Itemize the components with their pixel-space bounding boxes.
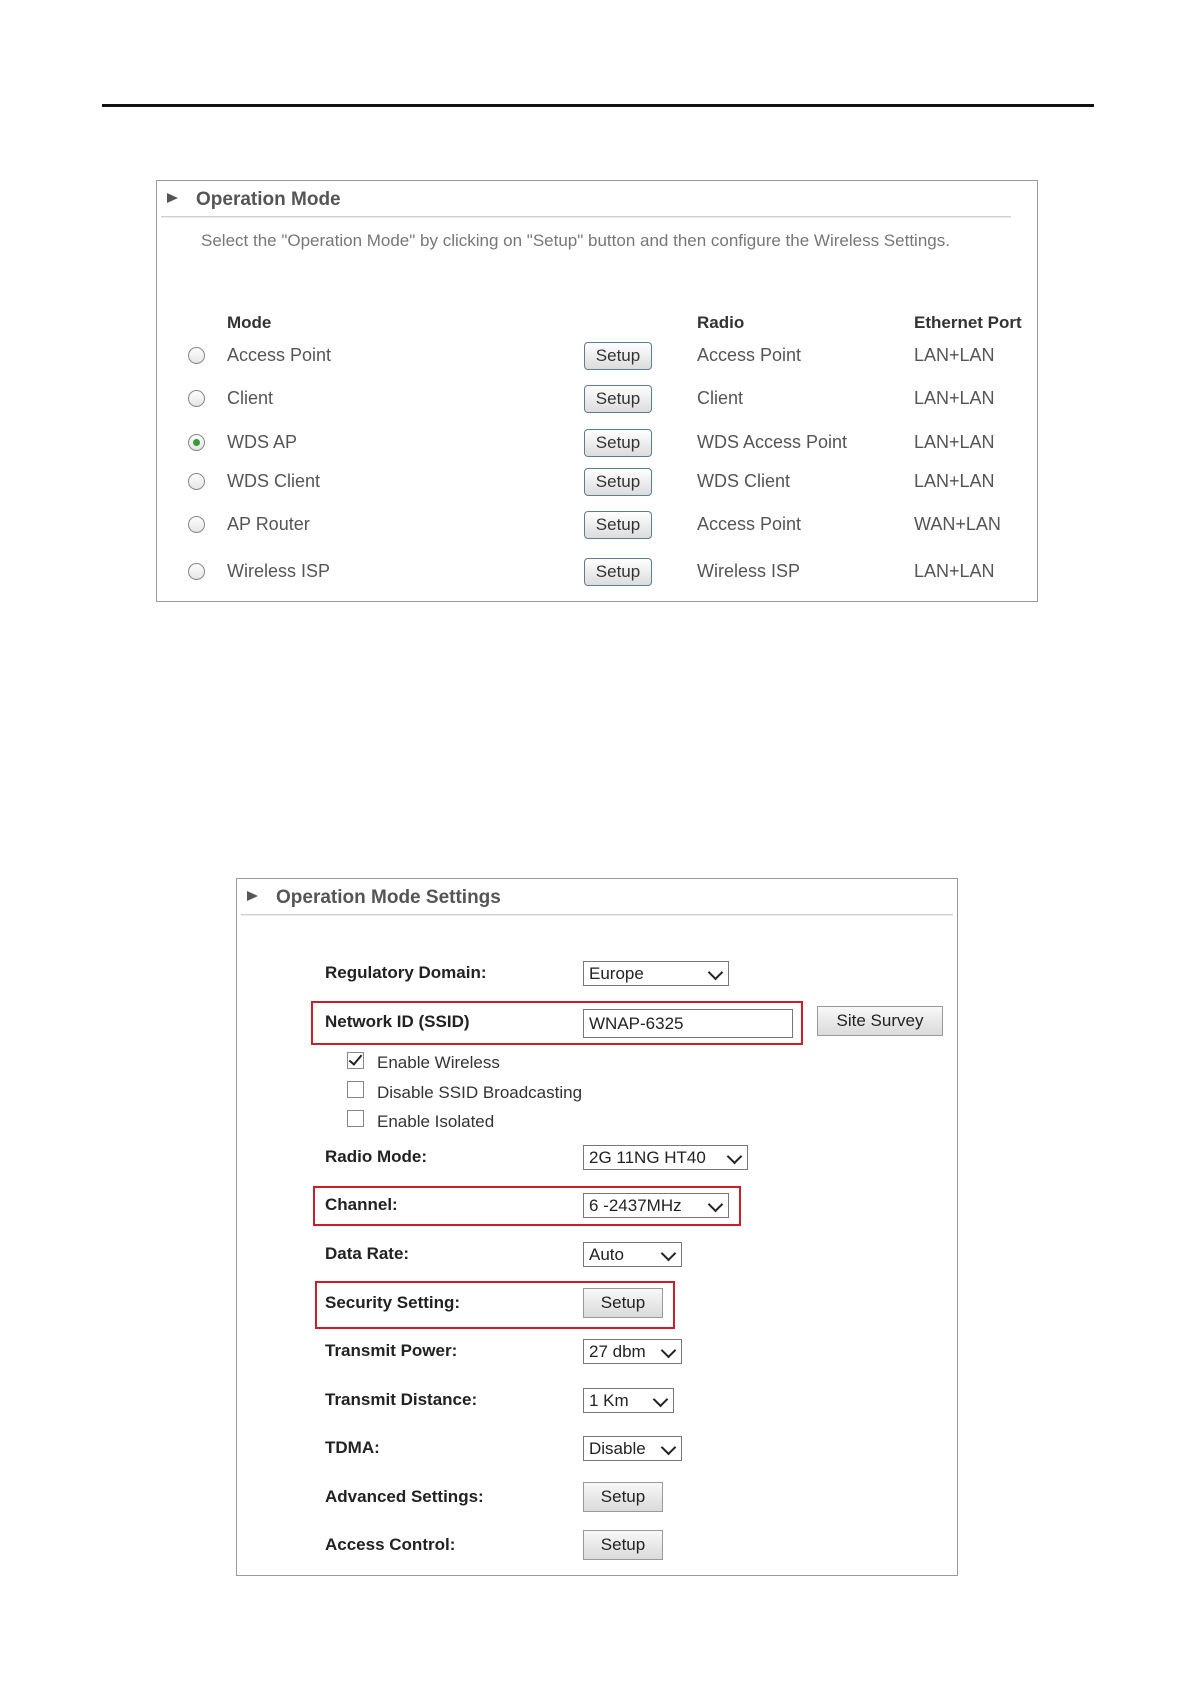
mode-radio-type: Access Point <box>697 514 802 534</box>
chevron-down-icon <box>708 1197 724 1213</box>
mode-radio-type: WDS Access Point <box>697 432 848 452</box>
title-divider <box>161 216 1011 217</box>
enable-isolated-label: Enable Isolated <box>377 1112 495 1131</box>
setup-button-client[interactable]: Setup <box>584 385 652 413</box>
site-survey-button[interactable]: Site Survey <box>817 1006 943 1036</box>
chevron-down-icon <box>661 1440 677 1456</box>
mode-radio-type: WDS Client <box>697 471 791 491</box>
mode-radio-access-point[interactable] <box>188 347 205 364</box>
setup-button-wds-client[interactable]: Setup <box>584 468 652 496</box>
mode-name: WDS Client <box>227 471 321 491</box>
settings-title-text: Operation Mode Settings <box>276 887 501 908</box>
ssid-label: Network ID (SSID) <box>325 1012 470 1031</box>
setup-button-wds-ap[interactable]: Setup <box>584 429 652 457</box>
disable-ssid-broadcasting-label: Disable SSID Broadcasting <box>377 1083 583 1102</box>
advanced-setup-button[interactable]: Setup <box>583 1482 663 1512</box>
mode-radio-client[interactable] <box>188 390 205 407</box>
col-header-ethernet: Ethernet Port <box>914 313 1022 332</box>
mode-row-wireless-isp <box>157 558 1037 588</box>
mode-radio-type: Wireless ISP <box>697 561 801 581</box>
access-control-label: Access Control: <box>325 1535 456 1554</box>
mode-radio-wds-client[interactable] <box>188 473 205 490</box>
mode-ethernet: LAN+LAN <box>914 432 995 452</box>
mode-radio-wds-ap[interactable] <box>188 434 205 451</box>
mode-name: Client <box>227 388 274 408</box>
mode-radio-ap-router[interactable] <box>188 516 205 533</box>
transmit-power-select[interactable] <box>583 1339 682 1364</box>
operation-mode-panel <box>156 180 1038 602</box>
radio-mode-select[interactable] <box>583 1145 748 1170</box>
mode-name: AP Router <box>227 514 310 534</box>
channel-select[interactable] <box>583 1193 729 1218</box>
operation-mode-title-text: Operation Mode <box>196 189 341 210</box>
channel-value: 6 -2437MHz <box>589 1196 682 1215</box>
chevron-down-icon <box>661 1343 677 1359</box>
chevron-down-icon <box>653 1392 669 1408</box>
ssid-input[interactable] <box>583 1009 793 1038</box>
chevron-down-icon <box>661 1246 677 1262</box>
regulatory-domain-select[interactable] <box>583 961 729 986</box>
setup-button-access-point[interactable]: Setup <box>584 342 652 370</box>
enable-isolated-checkbox[interactable] <box>347 1110 364 1127</box>
enable-wireless-label: Enable Wireless <box>377 1053 500 1072</box>
setup-button-wireless-isp[interactable]: Setup <box>584 558 652 586</box>
mode-row-wds-client <box>157 468 1037 498</box>
transmit-power-value: 27 dbm <box>589 1342 646 1361</box>
mode-radio-type: Access Point <box>697 345 802 365</box>
mode-ethernet: LAN+LAN <box>914 561 995 581</box>
transmit-power-label: Transmit Power: <box>325 1341 458 1360</box>
setup-button-ap-router[interactable]: Setup <box>584 511 652 539</box>
security-setting-label: Security Setting: <box>325 1293 461 1312</box>
radio-mode-value: 2G 11NG HT40 <box>589 1148 706 1167</box>
operation-mode-settings-panel <box>236 878 958 1576</box>
collapse-arrow-icon <box>167 193 178 203</box>
radio-mode-label: Radio Mode: <box>325 1147 427 1166</box>
mode-ethernet: LAN+LAN <box>914 345 995 365</box>
mode-row-client <box>157 385 1037 415</box>
mode-radio-type: Client <box>697 388 744 408</box>
mode-name: WDS AP <box>227 432 298 452</box>
data-rate-value: Auto <box>589 1245 624 1264</box>
mode-ethernet: LAN+LAN <box>914 471 995 491</box>
transmit-distance-value: 1 Km <box>589 1391 629 1410</box>
settings-title <box>247 887 501 909</box>
transmit-distance-select[interactable] <box>583 1388 674 1413</box>
regulatory-domain-value: Europe <box>589 964 644 983</box>
data-rate-label: Data Rate: <box>325 1244 410 1263</box>
mode-name: Wireless ISP <box>227 561 331 581</box>
tdma-select[interactable] <box>583 1436 682 1461</box>
data-rate-select[interactable] <box>583 1242 682 1267</box>
operation-mode-title <box>167 189 341 211</box>
mode-ethernet: LAN+LAN <box>914 388 995 408</box>
access-control-setup-button[interactable]: Setup <box>583 1530 663 1560</box>
mode-row-wds-ap <box>157 429 1037 459</box>
security-setup-button[interactable]: Setup <box>583 1288 663 1318</box>
disable-ssid-broadcasting-checkbox[interactable] <box>347 1081 364 1098</box>
page-top-rule <box>102 104 1094 107</box>
channel-label: Channel: <box>325 1195 398 1214</box>
mode-name: Access Point <box>227 345 332 365</box>
mode-radio-wireless-isp[interactable] <box>188 563 205 580</box>
tdma-label: TDMA: <box>325 1438 380 1457</box>
mode-ethernet: WAN+LAN <box>914 514 1001 534</box>
regulatory-domain-label: Regulatory Domain: <box>325 963 487 982</box>
tdma-value: Disable <box>589 1439 646 1458</box>
mode-row-access-point <box>157 342 1037 372</box>
operation-mode-description: Select the "Operation Mode" by clicking on "Setup" button and then configure the Wireless Settings. <box>201 231 950 250</box>
mode-row-ap-router <box>157 511 1037 541</box>
enable-wireless-checkbox[interactable] <box>347 1052 364 1069</box>
transmit-distance-label: Transmit Distance: <box>325 1390 478 1409</box>
advanced-settings-label: Advanced Settings: <box>325 1487 484 1506</box>
title-divider <box>241 914 953 915</box>
col-header-radio: Radio <box>697 313 745 332</box>
chevron-down-icon <box>708 965 724 981</box>
chevron-down-icon <box>727 1149 743 1165</box>
collapse-arrow-icon <box>247 891 258 901</box>
col-header-mode: Mode <box>227 313 272 332</box>
